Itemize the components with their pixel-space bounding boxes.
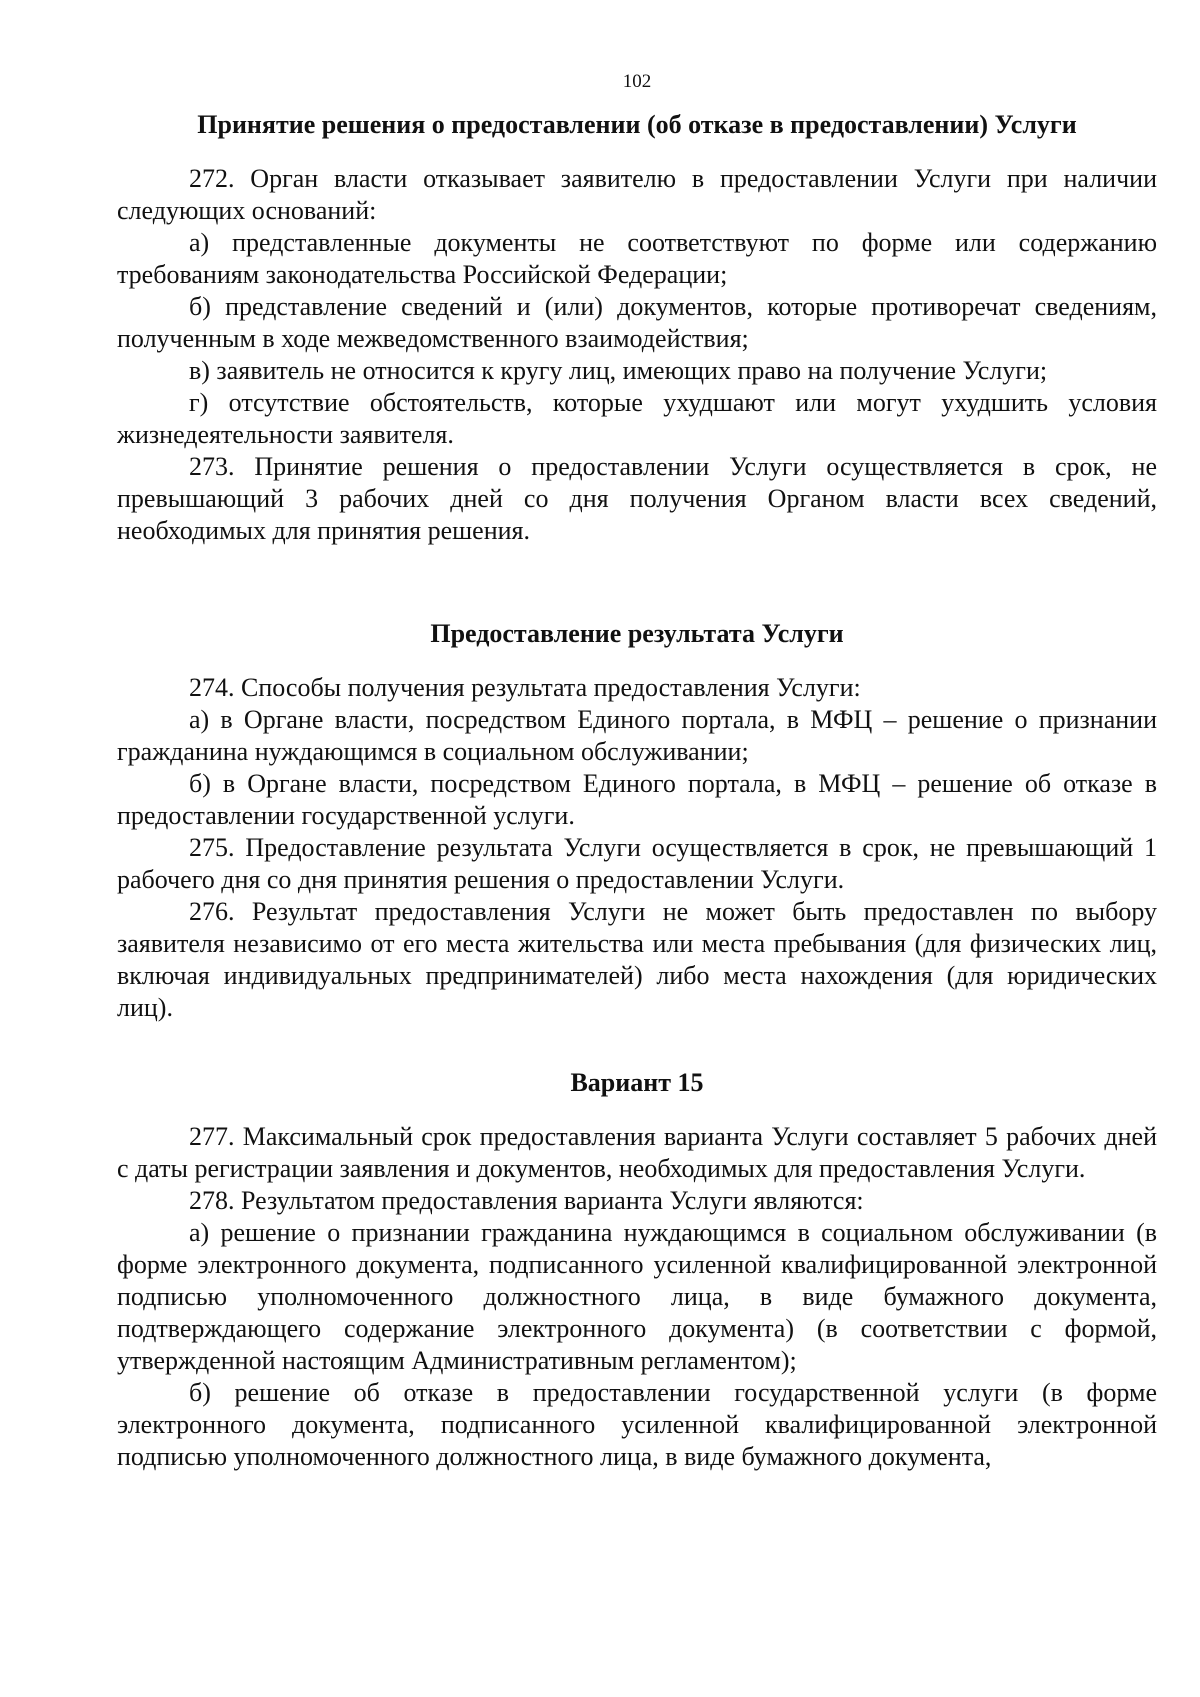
paragraph-273: 273. Принятие решения о предоставлении Услуги осуществляется в срок, не превышающий 3 рабочих дней со дня получения Органом власти всех сведений, необходимых для принятия решения. bbox=[117, 452, 1157, 545]
section-heading-variant-15: Вариант 15 bbox=[570, 1068, 704, 1097]
section-body-variant-15 bbox=[117, 1121, 1157, 1473]
paragraph-278-b: б) решение об отказе в предоставлении государственной услуги (в форме электронного документа, подписанного усиленной квалифицированной электронной подписью уполномоченного должностного лица, в виде бумажного документа, bbox=[117, 1378, 1157, 1471]
paragraph-274-a: а) в Органе власти, посредством Единого портала, в МФЦ – решение о признании гражданина нуждающимся в социальном обслуживании; bbox=[117, 705, 1157, 766]
section-body-result bbox=[117, 672, 1157, 1024]
section-heading-result: Предоставление результата Услуги bbox=[430, 619, 844, 648]
paragraph-278-a: а) решение о признании гражданина нуждающимся в социальном обслуживании (в форме электронного документа, подписанного усиленной квалифицированной электронной подписью уполномоченного должностного лица, в виде бумажного документа, подтверждающего содержание электронного документа) (в соответствии с формой, утвержденной настоящим Административным регламентом); bbox=[117, 1218, 1157, 1375]
paragraph-277: 277. Максимальный срок предоставления варианта Услуги составляет 5 рабочих дней с даты регистрации заявления и документов, необходимых для предоставления Услуги. bbox=[117, 1122, 1157, 1183]
paragraph-272-g: г) отсутствие обстоятельств, которые ухудшают или могут ухудшить условия жизнедеятельности заявителя. bbox=[117, 388, 1157, 449]
paragraph-272: 272. Орган власти отказывает заявителю в предоставлении Услуги при наличии следующих оснований: bbox=[117, 164, 1157, 225]
paragraph-272-b: б) представление сведений и (или) документов, которые противоречат сведениям, полученным в ходе межведомственного взаимодействия; bbox=[117, 292, 1157, 353]
page-number: 102 bbox=[622, 71, 652, 92]
paragraph-275: 275. Предоставление результата Услуги осуществляется в срок, не превышающий 1 рабочего дня со дня принятия решения о предоставлении Услуги. bbox=[117, 833, 1157, 894]
paragraph-276: 276. Результат предоставления Услуги не может быть предоставлен по выбору заявителя независимо от его места жительства или места пребывания (для физических лиц, включая индивидуальных предпринимателей) либо места нахождения (для юридических лиц). bbox=[117, 897, 1157, 1022]
section-heading-decision: Принятие решения о предоставлении (об отказе в предоставлении) Услуги bbox=[197, 110, 1077, 139]
paragraph-272-a: а) представленные документы не соответствуют по форме или содержанию требованиям законодательства Российской Федерации; bbox=[117, 228, 1157, 289]
paragraph-274-b: б) в Органе власти, посредством Единого портала, в МФЦ – решение об отказе в предоставлении государственной услуги. bbox=[117, 769, 1157, 830]
section-body-decision bbox=[117, 163, 1157, 547]
paragraph-272-v: в) заявитель не относится к кругу лиц, имеющих право на получение Услуги; bbox=[189, 356, 1048, 385]
paragraph-274: 274. Способы получения результата предоставления Услуги: bbox=[189, 673, 861, 702]
paragraph-278: 278. Результатом предоставления варианта Услуги являются: bbox=[189, 1186, 864, 1215]
